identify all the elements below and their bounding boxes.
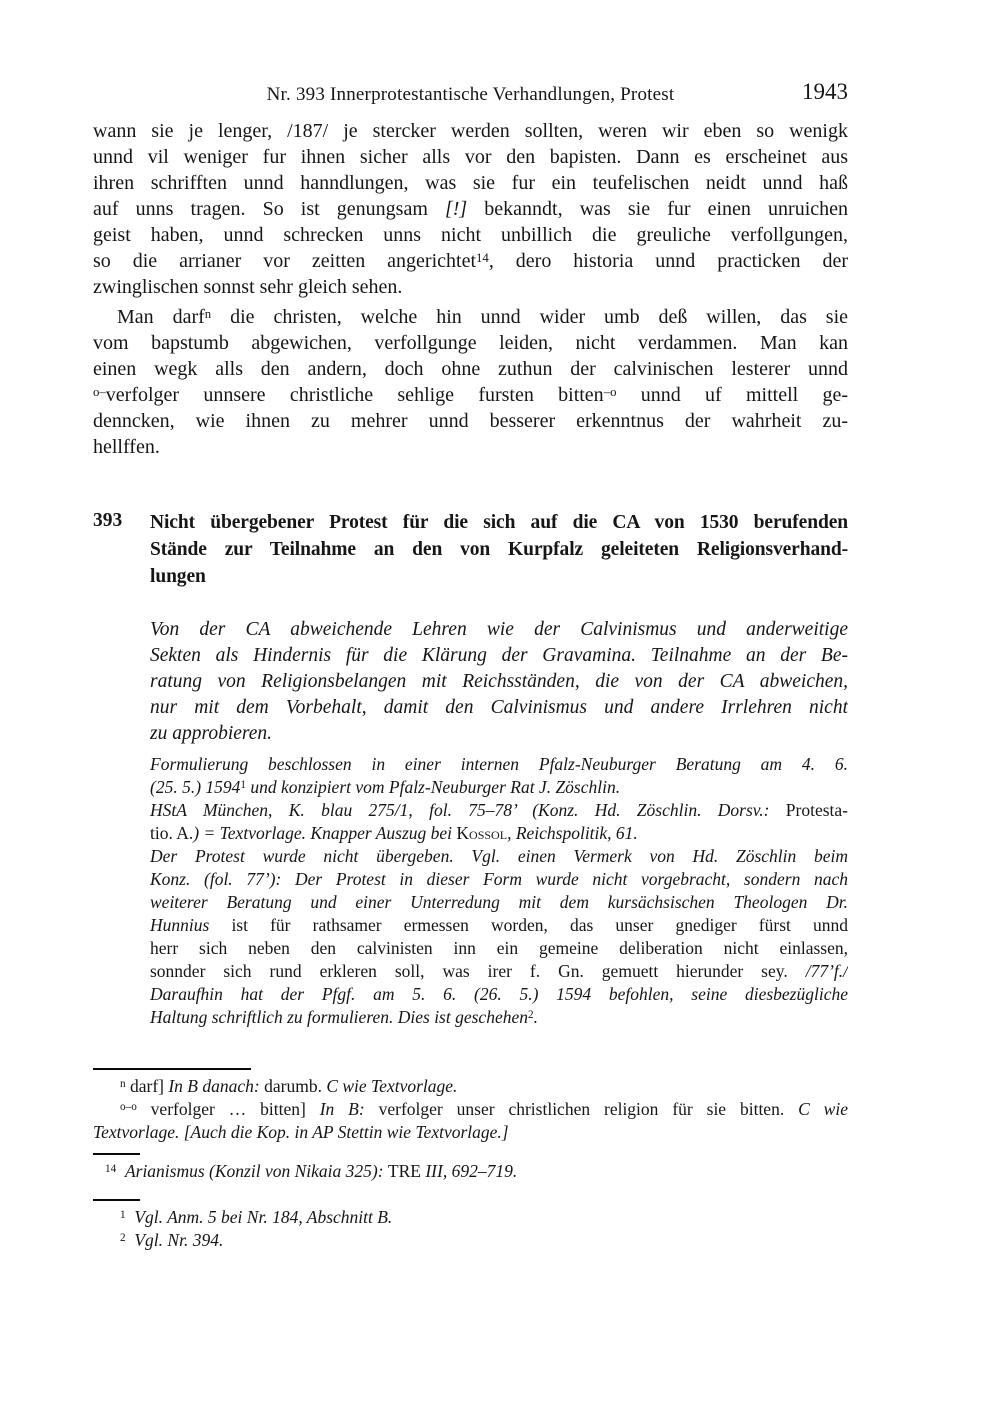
entry-provenance-note — [150, 753, 848, 1029]
apparatus-separator-rule — [93, 1068, 251, 1070]
text-line: vom bapstumb abgewichen, verfollgunge leiden, nicht verdammen. Man kan — [93, 332, 848, 354]
text-line: $^{14}$ Arianismus (Konzil von Nikaia 325): TRE III, 692–719. — [105, 1161, 518, 1181]
text-line: lungen — [150, 566, 206, 587]
text-line: geist haben, unnd schrecken unns nicht unbillich die greuliche verfollgungen, — [93, 224, 848, 246]
text-line: hellffen. — [93, 436, 160, 458]
text-column — [93, 118, 848, 1252]
text-line: $^2$ Vgl. Nr. 394. — [120, 1230, 224, 1250]
text-line: auf unns tragen. So ist genungsam [!] bekanndt, was sie fur einen unruichen — [93, 198, 848, 220]
text-line: tio. A.) = Textvorlage. Knapper Auszug bei Kossol, Reichspolitik, 61. — [150, 823, 638, 843]
text-line: Hunnius ist für rathsamer ermessen worden, das unser gnediger fürst unnd — [150, 915, 848, 935]
footnote-separator-rule-2 — [93, 1199, 140, 1201]
page-number: 1943 — [802, 79, 848, 104]
text-line: unnd vil weniger fur ihnen sicher alls vor den bapisten. Dann es erscheinet aus — [93, 146, 848, 168]
text-line: ratung von Religionsbelangen mit Reichsständen, die von der CA abweichen, — [150, 671, 848, 692]
text-line: so die arrianer vor zeitten angerichtet$^{14}$, dero historia unnd practicken der — [93, 250, 848, 272]
text-line: Daraufhin hat der Pfgf. am 5. 6. (26. 5.) 1594 befohlen, seine diesbezügliche — [150, 984, 848, 1004]
entry-title — [150, 509, 848, 590]
text-line: Formulierung beschlossen in einer internen Pfalz-Neuburger Beratung am 4. 6. — [150, 754, 848, 774]
text-line: Stände zur Teilnahme an den von Kurpfalz geleiteten Religionsverhand- — [150, 539, 848, 560]
text-line: wann sie je lenger, /187/ je stercker werden sollten, weren wir eben so wenigk — [93, 120, 848, 142]
footnote-14 — [93, 1160, 848, 1183]
text-line: Sekten als Hindernis für die Klärung der Gravamina. Teilnahme an der Be- — [150, 645, 848, 666]
entry-summary — [150, 617, 848, 747]
text-line: Textvorlage. [Auch die Kop. in AP Stettin wie Textvorlage.] — [93, 1122, 509, 1142]
text-line: zu approbieren. — [150, 723, 273, 744]
text-line: Nicht übergebener Protest für die sich auf die CA von 1530 berufenden — [150, 512, 848, 533]
text-line: denncken, wie ihnen zu mehrer unnd besserer erkenntnus der wahrheit zu- — [93, 410, 848, 432]
text-line: $^{o-o}$ verfolger … bitten] In B: verfolger unser christlichen religion für sie bitten. C wie — [120, 1099, 848, 1119]
footnote-separator-rule-1 — [93, 1153, 140, 1155]
text-line: weiterer Beratung und einer Unterredung mit dem kursächsischen Theologen Dr. — [150, 892, 848, 912]
footnotes-1-2 — [93, 1206, 848, 1252]
text-line: ihren schrifften unnd hanndlungen, was sie fur ein teufelischen neidt unnd haß — [93, 172, 848, 194]
text-line: $^{o-}$verfolger unnsere christliche sehlige fursten bitten$^{-o}$ unnd uf mittell ge- — [93, 384, 848, 406]
textual-apparatus — [93, 1075, 848, 1144]
running-title: Nr. 393 Innerprotestantische Verhandlungen, Protest — [266, 84, 675, 105]
text-line: Der Protest wurde nicht übergeben. Vgl. einen Vermerk von Hd. Zöschlin beim — [150, 846, 848, 866]
text-line: Konz. (fol. 77’): Der Protest in dieser Form wurde nicht vorgebracht, sondern nach — [150, 869, 848, 889]
text-line: zwinglischen sonnst sehr gleich sehen. — [93, 276, 403, 298]
text-line: $^n$ darf] In B danach: darumb. C wie Textvorlage. — [120, 1076, 458, 1096]
text-line: Haltung schriftlich zu formulieren. Dies ist geschehen$^2$. — [150, 1007, 538, 1027]
text-line: einen wegk alls den andern, doch ohne zuthun der calvinischen lesterer unnd — [93, 358, 848, 380]
text-line: $^1$ Vgl. Anm. 5 bei Nr. 184, Abschnitt B. — [120, 1207, 393, 1227]
text-line: (25. 5.) 1594$^1$ und konzipiert vom Pfalz-Neuburger Rat J. Zöschlin. — [150, 777, 621, 797]
text-line: herr sich neben den calvinisten inn ein gemeine deliberation nicht einlassen, — [150, 938, 848, 958]
text-line: sonnder sich rund erkleren soll, was irer f. Gn. gemuett hierunder sey. /77’f./ — [150, 961, 848, 981]
text-line: Von der CA abweichende Lehren wie der Calvinismus und anderweitige — [150, 619, 848, 640]
body-paragraph-2 — [93, 304, 848, 460]
text-line: Man darf$^n$ die christen, welche hin unnd wider umb deß willen, das sie — [117, 306, 848, 328]
body-paragraph-1 — [93, 118, 848, 300]
text-line: nur mit dem Vorbehalt, damit den Calvinismus und andere Irrlehren nicht — [150, 697, 848, 718]
running-header — [93, 79, 848, 112]
text-line: HStA München, K. blau 275/1, fol. 75–78’ (Konz. Hd. Zöschlin. Dorsv.: Protesta- — [150, 800, 848, 820]
entry-number: 393 — [93, 510, 123, 531]
entry-393 — [93, 509, 848, 1029]
